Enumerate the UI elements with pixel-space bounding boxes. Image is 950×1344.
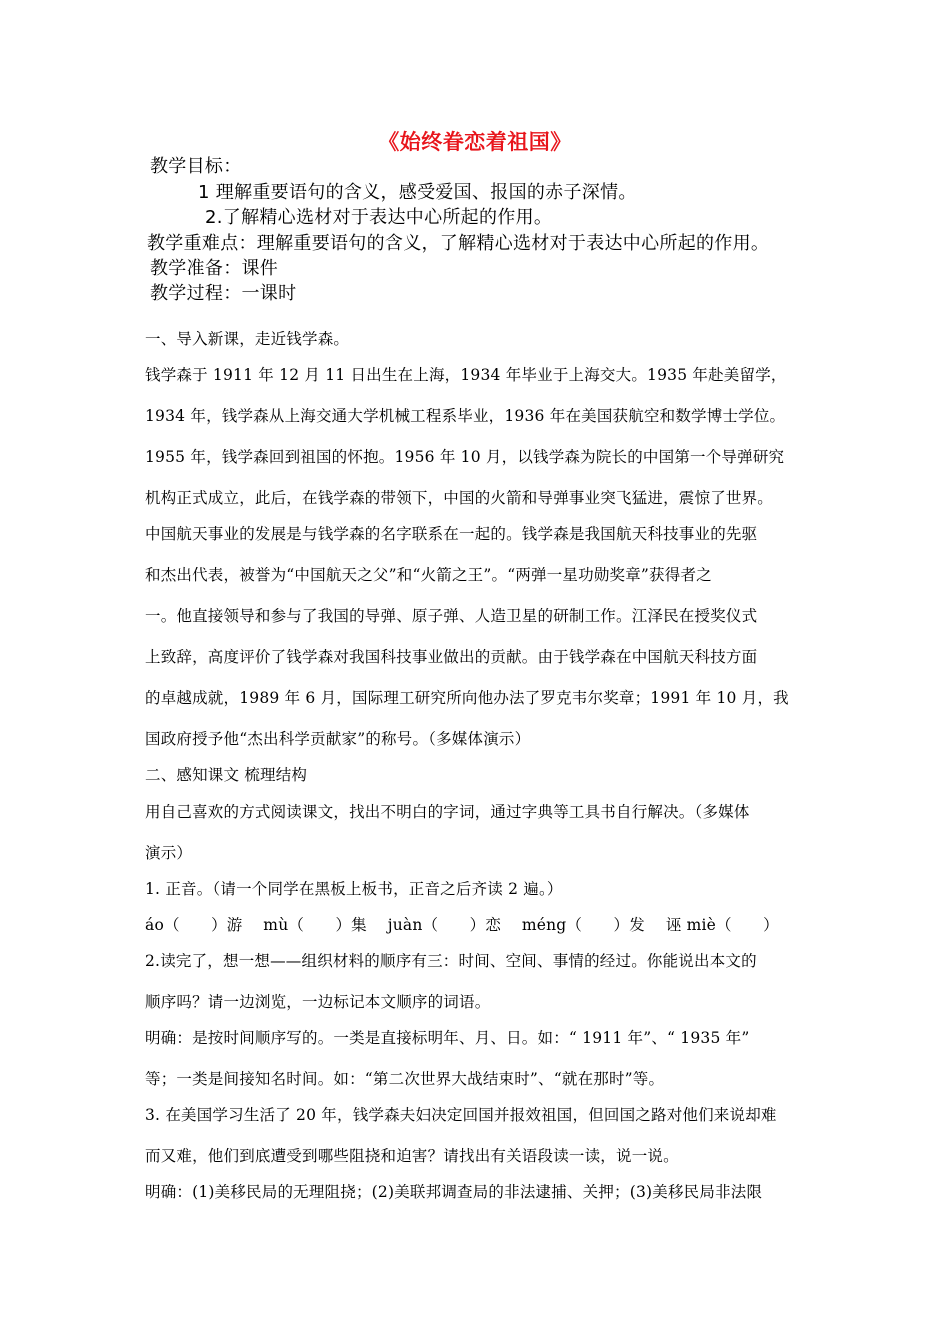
body-line: 一、导入新课，走近钱学森。: [145, 330, 350, 348]
preparation: 教学准备：课件: [150, 258, 279, 279]
body-line: 顺序吗？请一边浏览，一边标记本文顺序的词语。: [145, 993, 491, 1011]
body-line: 用自己喜欢的方式阅读课文，找出不明白的字词，通过字典等工具书自行解决。（多媒体: [145, 803, 750, 821]
pinyin-exercise: áo（ ）游 mù（ ）集 juàn（ ）恋 méng（ ）发 诬 miè（ ）: [145, 916, 779, 934]
key-points: 教学重难点：理解重要语句的含义，了解精心选材对于表达中心所起的作用。: [147, 233, 770, 254]
body-line: 明确：(1)美移民局的无理阻挠；(2)美联邦调查局的非法逮捕、关押；(3)美移民局非法限: [145, 1183, 763, 1201]
body-line: 明确：是按时间顺序写的。一类是直接标明年、月、日。如：“ 1911 年”、“ 1935 年”: [145, 1029, 750, 1047]
body-line: 1934 年，钱学森从上海交通大学机械工程系毕业，1936 年在美国获航空和数学博士学位。: [145, 407, 786, 425]
body-line: 一。他直接领导和参与了我国的导弹、原子弹、人造卫星的研制工作。江泽民在授奖仪式: [145, 607, 758, 625]
body-line: 等；一类是间接知名时间。如：“第二次世界大战结束时”、“就在那时”等。: [145, 1070, 665, 1088]
body-line: 1955 年，钱学森回到祖国的怀抱。1956 年 10 月，以钱学森为院长的中国第一个导弹研究: [145, 448, 785, 466]
body-line: 中国航天事业的发展是与钱学森的名字联系在一起的。钱学森是我国航天科技事业的先驱: [145, 525, 758, 543]
body-line: 的卓越成就，1989 年 6 月，国际理工研究所向他办法了罗克韦尔奖章；1991 年 10 月，我: [145, 689, 789, 707]
process: 教学过程：一课时: [150, 283, 297, 304]
body-line: 上致辞，高度评价了钱学森对我国科技事业做出的贡献。由于钱学森在中国航天科技方面: [145, 648, 758, 666]
goal-heading: 教学目标：: [150, 156, 242, 177]
body-line: 2.读完了，想一想——组织材料的顺序有三：时间、空间、事情的经过。你能说出本文的: [145, 952, 757, 970]
document-title: 《始终眷恋着祖国》: [378, 130, 572, 154]
section-heading: 二、感知课文 梳理结构: [145, 766, 308, 784]
body-line: 演示）: [145, 844, 193, 862]
body-line: 机构正式成立，此后，在钱学森的带领下，中国的火箭和导弹事业突飞猛进，震惊了世界。: [145, 489, 774, 507]
goal-item-1: 1 理解重要语句的含义，感受爱国、报国的赤子深情。: [198, 182, 637, 203]
body-line: 国政府授予他“杰出科学贡献家”的称号。（多媒体演示）: [145, 730, 531, 748]
body-line: 钱学森于 1911 年 12 月 11 日出生在上海，1934 年毕业于上海交大。1935 年赴美留学，: [145, 366, 787, 384]
goal-item-2: 2.了解精心选材对于表达中心所起的作用。: [205, 207, 553, 228]
body-line: 和杰出代表，被誉为“中国航天之父”和“火箭之王”。“两弹一星功勋奖章”获得者之: [145, 566, 712, 584]
body-line: 3. 在美国学习生活了 20 年，钱学森夫妇决定回国并报效祖国，但回国之路对他们来说却难: [145, 1106, 777, 1124]
body-line: 而又难，他们到底遭受到哪些阻挠和迫害？请找出有关语段读一读，说一说。: [145, 1147, 679, 1165]
body-line: 1. 正音。（请一个同学在黑板上板书，正音之后齐读 2 遍。）: [145, 880, 563, 898]
